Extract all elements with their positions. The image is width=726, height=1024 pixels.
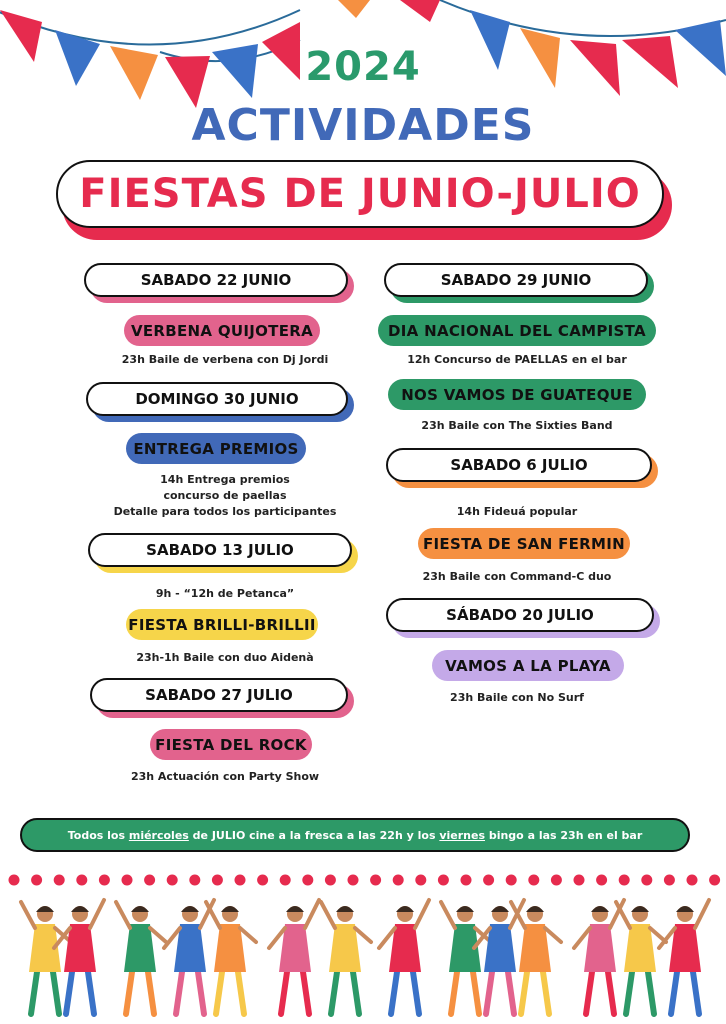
date-label: SABADO 27 JULIO	[90, 678, 348, 712]
dot	[31, 875, 42, 886]
date-pill-sabado-29-junio	[384, 263, 648, 297]
dancers-illustration	[0, 892, 726, 1024]
dancer-figure	[474, 900, 524, 1014]
main-title: FIESTAS DE JUNIO-JULIO	[56, 160, 664, 228]
event-verbena-quijotera: VERBENA QUIJOTERA	[124, 315, 320, 346]
year-heading: 2024	[305, 44, 421, 90]
date-pill-sabado-27-julio	[90, 678, 348, 712]
event-description: 23h Actuación con Party Show	[130, 770, 320, 783]
dancer-figure	[116, 902, 166, 1014]
event-fiesta-del-rock: FIESTA DEL ROCK	[150, 729, 312, 760]
event-description: 23h Baile con The Sixties Band	[421, 419, 613, 432]
dancer-figure	[574, 900, 624, 1014]
dot	[574, 875, 585, 886]
dot	[506, 875, 517, 886]
dot	[189, 875, 200, 886]
date-label: SABADO 6 JULIO	[386, 448, 652, 482]
date-label: SABADO 22 JUNIO	[84, 263, 348, 297]
event-description: 23h Baile con Command-C duo	[422, 570, 612, 583]
dot	[235, 875, 246, 886]
dancer-figure	[21, 902, 71, 1014]
dot	[122, 875, 133, 886]
dot	[257, 875, 268, 886]
dot	[483, 875, 494, 886]
dot	[596, 875, 607, 886]
dot	[167, 875, 178, 886]
dancer-figure	[659, 900, 709, 1014]
dot	[641, 875, 652, 886]
event-entrega-premios: ENTREGA PREMIOS	[126, 433, 306, 464]
footer-text: Todos los miércoles de JULIO cine a la fresca a las 22h y los viernes bingo a las 23h en el bar	[67, 828, 643, 842]
date-pill-sabado-20-julio	[386, 598, 654, 632]
date-pill-sabado-22-junio	[84, 263, 348, 297]
date-label: SABADO 29 JUNIO	[384, 263, 648, 297]
dancer-figure	[616, 902, 666, 1014]
dot	[461, 875, 472, 886]
date-label: SÁBADO 20 JULIO	[386, 598, 654, 632]
date-pill-domingo-30-junio	[86, 382, 348, 416]
event-description: 23h-1h Baile con duo Aidenà	[136, 651, 314, 664]
dot	[144, 875, 155, 886]
event-vamos-a-la-playa: VAMOS A LA PLAYA	[432, 650, 624, 681]
dot	[9, 875, 20, 886]
event-description: 14h Fideuá popular	[456, 505, 578, 518]
dot	[54, 875, 65, 886]
dot	[302, 875, 313, 886]
dancer-figure	[54, 900, 104, 1014]
dancer-figure	[379, 900, 429, 1014]
event-description: 12h Concurso de PAELLAS en el bar	[407, 353, 627, 366]
dot	[664, 875, 675, 886]
event-nos-vamos-de-guateque: NOS VAMOS DE GUATEQUE	[388, 379, 646, 410]
event-description: 9h - “12h de Petanca”	[155, 587, 295, 600]
dot	[280, 875, 291, 886]
dancer-figure	[441, 902, 491, 1014]
event-description: 14h Entrega premios	[160, 473, 290, 486]
dancer-figure	[511, 902, 561, 1014]
event-description: concurso de paellas	[163, 489, 287, 502]
date-label: SABADO 13 JULIO	[88, 533, 352, 567]
date-pill-sabado-13-julio	[88, 533, 352, 567]
weekly-activities-banner	[20, 818, 690, 852]
dot	[212, 875, 223, 886]
dancer-figure	[164, 900, 214, 1014]
dot	[528, 875, 539, 886]
date-label: DOMINGO 30 JUNIO	[86, 382, 348, 416]
dot	[325, 875, 336, 886]
dancer-figure	[269, 900, 319, 1014]
event-description: 23h Baile de verbena con Dj Jordi	[121, 353, 329, 366]
dancer-figure	[206, 902, 256, 1014]
dot	[709, 875, 720, 886]
dot	[370, 875, 381, 886]
event-description: 23h Baile con No Surf	[450, 691, 584, 704]
event-fiesta-brilli-brillii: FIESTA BRILLI-BRILLII	[126, 609, 318, 640]
subtitle-heading: ACTIVIDADES	[191, 100, 535, 151]
dot	[99, 875, 110, 886]
dot	[551, 875, 562, 886]
dots-divider	[0, 872, 726, 888]
date-pill-sabado-6-julio	[386, 448, 652, 482]
event-description: Detalle para todos los participantes	[113, 505, 337, 518]
dot	[619, 875, 630, 886]
dot	[393, 875, 404, 886]
dot	[438, 875, 449, 886]
dot	[348, 875, 359, 886]
event-dia-nacional-del-campista: DIA NACIONAL DEL CAMPISTA	[378, 315, 656, 346]
dot	[415, 875, 426, 886]
dot	[76, 875, 87, 886]
dancer-figure	[321, 902, 371, 1014]
event-fiesta-de-san-fermin: FIESTA DE SAN FERMIN	[418, 528, 630, 559]
dot	[687, 875, 698, 886]
